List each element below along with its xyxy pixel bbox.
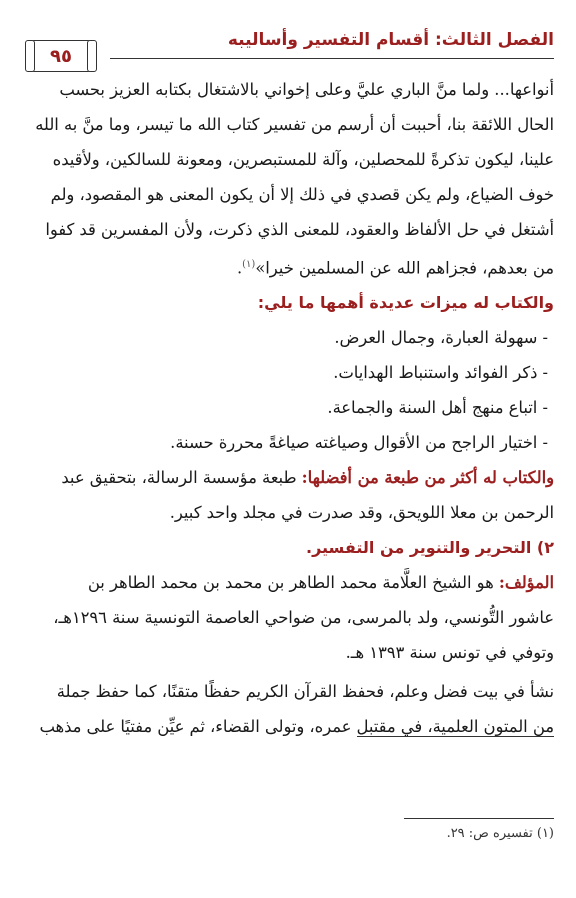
feature-item: - اتباع منهج أهل السنة والجماعة.	[327, 398, 548, 418]
text-line	[22, 709, 554, 744]
text-line: عاشور التُّونسي، ولد بالمرسى، من ضواحي العاصمة التونسية سنة ١٢٩٦هـ،	[53, 608, 554, 628]
feature-item: - سهولة العبارة، وجمال العرض.	[334, 328, 548, 348]
text-line: أشتغل في حل الألفاظ والعقود، للمعنى الذي ذكرت، ولأن المفسرين قد كفوا	[45, 220, 554, 239]
feature-item: - ذكر الفوائد واستنباط الهدايات.	[333, 363, 548, 383]
feature-item: - اختيار الراجح من الأقوال وصياغته صياغةً محررة حسنة.	[170, 433, 548, 453]
footnote-divider	[404, 818, 554, 819]
page-number-box	[30, 40, 92, 72]
text-line-content: من بعدهم، فجزاهم الله عن المسلمين خيرا»	[255, 258, 554, 278]
main-content	[22, 72, 554, 744]
text-line: من بعدهم، فجزاهم الله عن المسلمين خيرا»$^{(١)}$.	[236, 258, 554, 278]
text-line: خوف الضياع، ولم يكن قصدي في ذلك إلا أن يكون المعنى هو المقصود، ولم	[50, 185, 554, 204]
page-number: ٩٥	[50, 45, 72, 67]
text-line: علينا، ليكون تذكرةً للمحصلين، وآلة للمستبصرين، ومعونة للسالكين، ولأقيده	[52, 150, 554, 169]
text-line: نشأ في بيت فضل وعلم، فحفظ القرآن الكريم حفظًا متقنًا، كما حفظ جملة	[56, 682, 554, 702]
text-line-content: عمره، وتولى القضاء، ثم عيِّن مفتيًا على مذهب	[39, 717, 357, 737]
author-text: هو الشيخ العلَّامة محمد الطاهر بن محمد بن محمد الطاهر بن	[87, 573, 499, 593]
editions-line	[22, 460, 554, 495]
page-header	[22, 28, 554, 68]
footnote-marker: (١)	[242, 259, 256, 270]
features-heading: والكتاب له ميزات عديدة أهمها ما يلي:	[257, 293, 554, 313]
section-heading: ٢) التحرير والتنوير من التفسير.	[305, 538, 554, 558]
text-line: أنواعها... ولما منَّ الباري عليَّ وعلى إخواني بالاشتغال بكتابه العزيز بحسب	[59, 80, 554, 99]
text-line: الحال اللائقة بنا، أحببت أن أرسم من تفسير كتاب الله ما تيسر، وما منَّ به الله	[35, 115, 554, 134]
header-divider	[110, 58, 554, 59]
author-label: المؤلف:	[498, 573, 554, 593]
text-line: وتوفي في تونس سنة ١٣٩٣ هـ.	[345, 643, 554, 663]
editions-text: طبعة مؤسسة الرسالة، بتحقيق عبد	[61, 468, 302, 488]
chapter-title: الفصل الثالث: أقسام التفسير وأساليبه	[227, 30, 554, 50]
text-line: الرحمن بن معلا اللويحق، وقد صدرت في مجلد واحد كبير.	[169, 503, 554, 523]
editions-label: والكتاب له أكثر من طبعة من أفضلها:	[301, 468, 554, 488]
footnote: (١) تفسيره ص: ٢٩.	[446, 826, 554, 841]
underlined-text: من المتون العلمية، في مقتبل	[356, 717, 554, 737]
author-line	[22, 565, 554, 600]
